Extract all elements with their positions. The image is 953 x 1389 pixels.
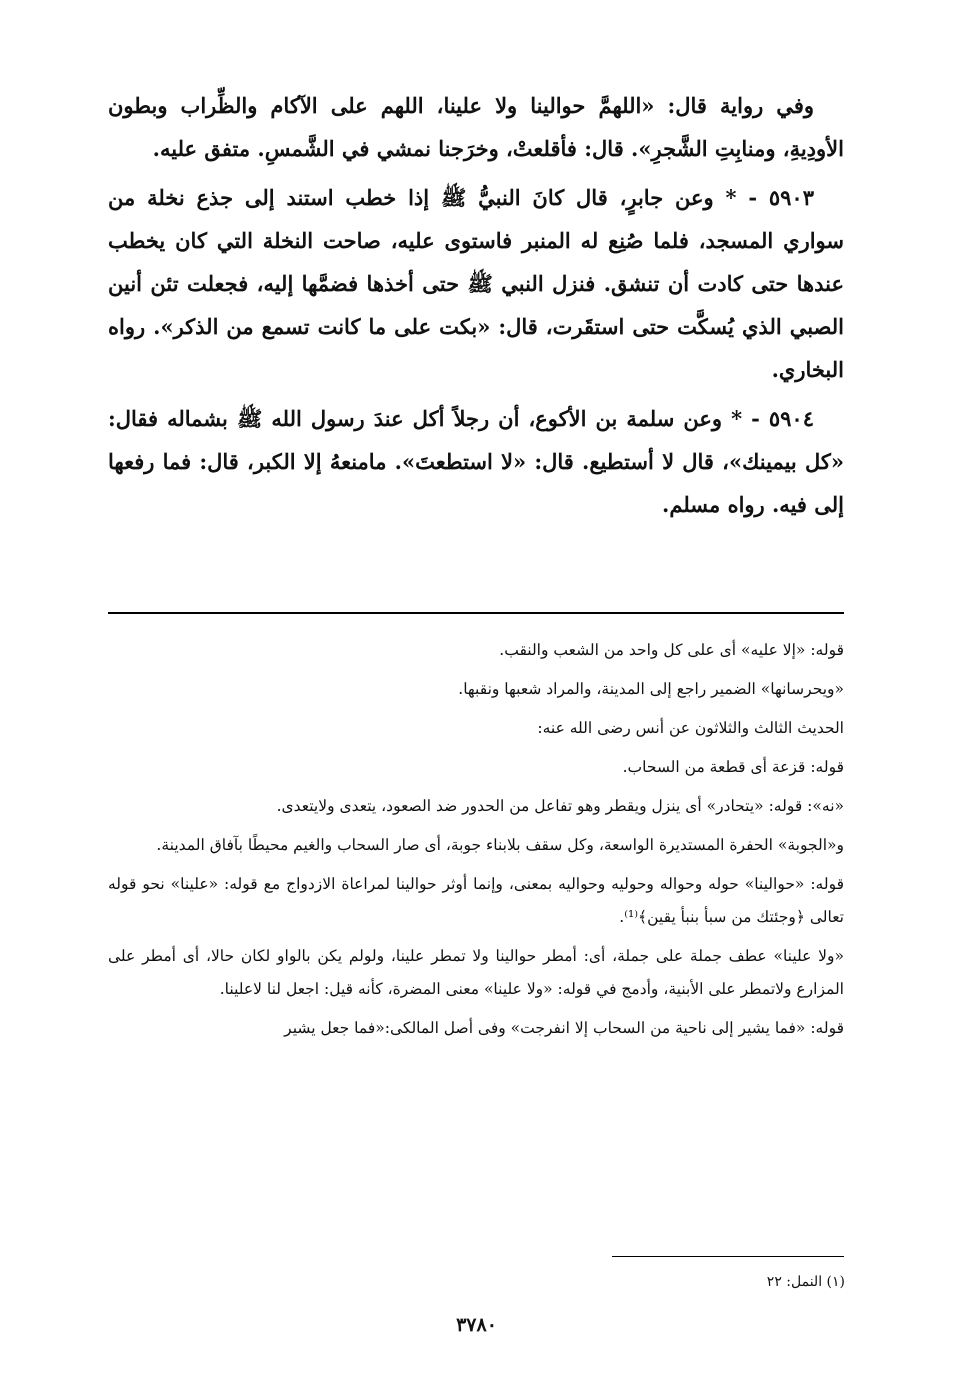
commentary-paragraph: «ولا علينا» عطف جملة على جملة، أى: أمطر حوالينا ولا تمطر علينا، ولولم يكن بالواو لكان حالا، أى أمطر على المزارع ولاتمطر على الأبنية، وأدمج في قوله: «ولا علينا» معنى المضرة، كأنه قيل: اجعل لنا لاعلينا. xyxy=(108,947,844,998)
commentary-section xyxy=(108,634,844,1051)
hadith-paragraph: وفي رواية قال: «اللهمَّ حوالينا ولا علينا، اللهم على الآكام والظِّراب وبطون الأودِيةِ، ومنابِتِ الشَّجرِ». قال: فأقلعتْ، وخرَجنا نمشي في الشَّمسِ. متفق عليه. xyxy=(108,93,844,161)
commentary-paragraph: الحديث الثالث والثلاثون عن أنس رضى الله عنه: xyxy=(537,719,844,737)
commentary-paragraph: قوله: «فما يشير إلى ناحية من السحاب إلا انفرجت» وفى أصل المالكى:«فما جعل يشير xyxy=(284,1019,844,1037)
hadith-text xyxy=(108,84,844,532)
commentary-paragraph: «ويحرسانها» الضمير راجع إلى المدينة، والمراد شعبها ونقبها. xyxy=(458,680,844,698)
commentary-paragraph: «نه»: قوله: «يتحادر» أى ينزل ويقطر وهو تفاعل من الحدور ضد الصعود، يتعدى ولايتعدى. xyxy=(276,797,844,815)
footnote-divider xyxy=(612,1256,844,1257)
page-number: ٣٧٨٠ xyxy=(456,1314,497,1336)
commentary-paragraph: قوله: «حوالينا» حوله وحواله وحوليه وحواليه بمعنى، وإنما أوثر حوالينا لمراعاة الازدواج مع قوله: «علينا» نحو قوله تعالى ﴿وجئتك من سبأ بنبأ يقين﴾⁽¹⁾. xyxy=(108,875,844,926)
commentary-paragraph: قوله: «إلا عليه» أى على كل واحد من الشعب والنقب. xyxy=(499,641,844,659)
hadith-paragraph: ٥٩٠٣ - * وعن جابرٍ، قال كانَ النبيُّ ﷺ إذا خطب استند إلى جذع نخلة من سواري المسجد، فلما صُنِع له المنبر فاستوى عليه، صاحت النخلة التي كان يخطب عندها حتى كادت أن تنشق. فنزل النبي ﷺ حتى أخذها فضمَّها إليه، فجعلت تئن أنين الصبي الذي يُسكَّت حتى استقَرت، قال: «بكت على ما كانت تسمع من الذكر». رواه البخاري. xyxy=(108,185,844,382)
hadith-paragraph: ٥٩٠٤ - * وعن سلمة بن الأكوع، أن رجلاً أكل عندَ رسول الله ﷺ بشماله فقال: «كل بيمينك»، قال لا أستطيع. قال: «لا استطعتَ». مامنعهُ إلا الكبر، قال: فما رفعها إلى فيه. رواه مسلم. xyxy=(108,406,844,517)
commentary-paragraph: قوله: قزعة أى قطعة من السحاب. xyxy=(622,758,844,776)
footnote: (١) النمل: ٢٢ xyxy=(766,1274,845,1290)
commentary-paragraph: و«الجوبة» الحفرة المستديرة الواسعة، وكل سقف بلابناء جوبة، أى صار السحاب والغيم محيطًا بآفاق المدينة. xyxy=(156,836,844,854)
section-divider xyxy=(108,612,844,614)
